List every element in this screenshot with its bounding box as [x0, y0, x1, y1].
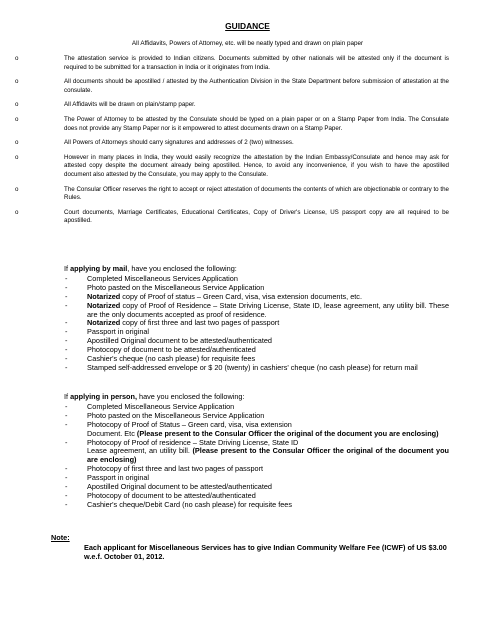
- mail-item-bold: Notarized: [87, 300, 121, 310]
- bullet-item: [15, 101, 449, 110]
- person-item: [64, 501, 449, 510]
- mail-item-text: copy of Proof of status – Green Card, visa, visa extension documents, etc.: [120, 291, 362, 301]
- bullet-marker: o: [15, 101, 19, 109]
- person-item-text: Photocopy of document to be attested/authenticated: [87, 490, 256, 500]
- bullet-marker: o: [15, 115, 19, 123]
- bullet-item: [15, 208, 449, 226]
- bullet-marker: o: [15, 208, 19, 216]
- dash-marker: -: [65, 499, 68, 509]
- dash-marker: -: [65, 273, 68, 283]
- guidance-bullet-list: [15, 55, 449, 232]
- dash-marker: -: [65, 354, 68, 364]
- bullet-marker: o: [15, 139, 19, 147]
- person-item-bold: (Please present to the Consular Officer the original of the document you are enclosing): [87, 446, 449, 465]
- person-item-text: Passport in original: [87, 473, 150, 483]
- mail-heading-post: , have you enclosed the following:: [127, 264, 237, 273]
- person-item-text: Photocopy of Proof of residence – State Driving License, State ID: [87, 437, 299, 447]
- person-item-bold: (Please present to the Consular Officer the original of the document you are enclosing): [136, 428, 439, 438]
- bullet-item: [15, 139, 449, 148]
- mail-item-text: Cashier's cheque (no cash please) for requisite fees: [87, 354, 256, 364]
- dash-marker: -: [65, 437, 68, 447]
- mail-item-text: Stamped self-addressed envelope or $ 20 (twenty) in cashiers' cheque (no cash please) for return mail: [87, 362, 418, 372]
- bullet-text: Court documents, Marriage Certificates, Educational Certificates, Copy of Driver's License, US passport copy are all required to be apostilled.: [64, 208, 449, 225]
- mail-item-bold: Notarized: [87, 291, 121, 301]
- dash-marker: -: [65, 318, 68, 328]
- bullet-item: [15, 55, 449, 72]
- person-section: [64, 393, 449, 510]
- dash-marker: -: [65, 490, 68, 500]
- dash-marker: -: [65, 336, 68, 346]
- mail-item-text: copy of first three and last two pages of passport: [120, 318, 280, 328]
- person-item-text: Cashier's cheque/Debit Card (no cash please) for requisite fees: [87, 499, 293, 509]
- person-item-line2: Lease agreement, an utility bill.: [87, 446, 193, 456]
- dash-marker: -: [65, 327, 68, 337]
- mail-item: [64, 302, 449, 320]
- mail-item-text: Completed Miscellaneous Services Application: [87, 273, 238, 283]
- dash-marker: -: [65, 473, 68, 483]
- person-item-text: Photo pasted on the Miscellaneous Service Application: [87, 410, 265, 420]
- bullet-text: The Power of Attorney to be attested by the Consulate should be typed on a plain paper or on a Stamp Paper from India. The Consulate does not provide any Stamp Paper nor is it empowered to attest documents drawn on a Stamp Paper.: [64, 115, 449, 132]
- dash-marker: -: [65, 410, 68, 420]
- mail-item-text: Apostilled Original document to be attested/authenticated: [87, 336, 272, 346]
- bullet-item: [15, 185, 449, 203]
- person-item-line2: Document. Etc: [87, 428, 137, 438]
- dash-marker: -: [65, 345, 68, 355]
- person-item-text: Completed Miscellaneous Service Application: [87, 401, 235, 411]
- person-item: [64, 421, 449, 439]
- person-item-text: Apostilled Original document to be attested/authenticated: [87, 482, 272, 492]
- person-heading: [64, 393, 449, 402]
- mail-heading: [64, 265, 449, 274]
- person-heading-pre: If: [64, 392, 71, 401]
- dash-marker: -: [65, 401, 68, 411]
- note-text: Each applicant for Miscellaneous Services has to give Indian Community Welfare Fee (ICWF) of US $3.00 w.e.f. October 01, 2012.: [84, 543, 447, 562]
- page-title: GUIDANCE: [225, 21, 270, 31]
- bullet-text: All Affidavits will be drawn on plain/stamp paper.: [64, 101, 196, 109]
- dash-marker: -: [65, 291, 68, 301]
- dash-marker: -: [65, 419, 68, 429]
- mail-item-text: copy of Proof of Residence – State Driving License, State ID, lease agreement, any utility bill. These are the only documents accepted as proof of residence.: [87, 300, 449, 319]
- mail-item-bold: Notarized: [87, 318, 121, 328]
- bullet-text: However in many places in India, they would easily recognize the attestation by the Indian Embassy/Consulate and hence may ask for attested copy despite the document already being apostilled. Hence, to avoid any inconvenience, if you wish to have the apostilled document also attested by the Consulate, you may apply to the Consulate.: [64, 153, 449, 178]
- person-item-text: Photocopy of Proof of Status – Green card, visa, visa extension: [87, 419, 292, 429]
- bullet-item: [15, 115, 449, 133]
- bullet-text: All Powers of Attorneys should carry signatures and addresses of 2 (two) witnesses.: [64, 139, 294, 147]
- page-subtitle: All Affidavits, Powers of Attorney, etc. will be neatly typed and drawn on plain paper: [131, 40, 364, 47]
- bullet-marker: o: [15, 55, 19, 62]
- dash-marker: -: [65, 482, 68, 492]
- bullet-item: [15, 78, 449, 95]
- mail-item-text: Photocopy of document to be attested/authenticated: [87, 345, 256, 355]
- person-heading-post: have you enclosed the following:: [137, 392, 245, 401]
- dash-marker: -: [65, 300, 68, 310]
- bullet-marker: o: [15, 185, 19, 193]
- bullet-marker: o: [15, 153, 19, 161]
- mail-heading-bold: applying by mail: [70, 264, 128, 273]
- mail-item-text: Passport in original: [87, 327, 150, 337]
- person-heading-bold: applying in person,: [70, 392, 137, 401]
- bullet-text: The attestation service is provided to Indian citizens. Documents submitted by other nationals will be attested only if the document is required to be submitted for a transaction in India or it originates from India.: [64, 55, 449, 71]
- bullet-marker: o: [15, 78, 19, 86]
- mail-heading-pre: If: [64, 264, 71, 273]
- bullet-text: All documents should be apostilled / attested by the Authentication Division in the State Department before submission of attestation at the consulate.: [64, 78, 449, 94]
- bullet-text: The Consular Officer reserves the right to accept or reject attestation of documents the contents of which are objectionable or contrary to the Rules.: [64, 185, 449, 202]
- person-item-text: Photocopy of first three and last two pages of passport: [87, 464, 264, 474]
- mail-item-text: Photo pasted on the Miscellaneous Service Application: [87, 282, 265, 292]
- dash-marker: -: [65, 362, 68, 372]
- mail-item: [64, 364, 449, 373]
- bullet-item: [15, 153, 449, 180]
- note-label: Note:: [51, 533, 70, 542]
- dash-marker: -: [65, 282, 68, 292]
- mail-section: [64, 265, 449, 373]
- dash-marker: -: [65, 464, 68, 474]
- person-item: [64, 439, 449, 466]
